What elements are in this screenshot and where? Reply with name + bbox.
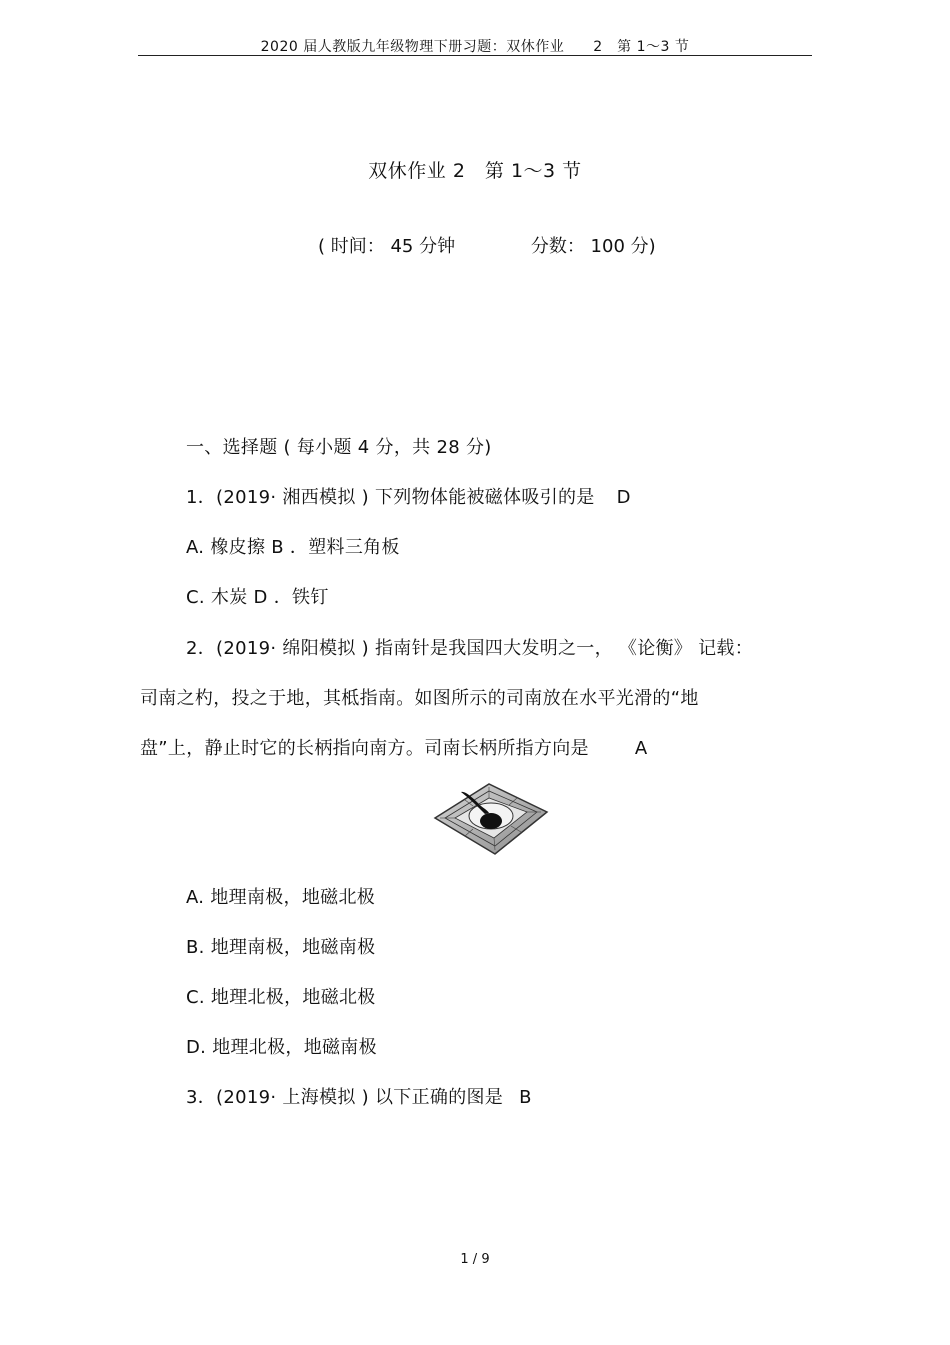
question-1-answer: D <box>616 487 631 508</box>
exam-meta <box>318 232 656 258</box>
question-1-text: 1．(2019· 湘西模拟 ) 下列物体能被磁体吸引的是 <box>186 487 595 508</box>
exam-time: ( 时间： 45 分钟 <box>318 236 456 257</box>
question-3-stem <box>186 1083 532 1109</box>
question-2-answer: A <box>634 738 648 759</box>
question-3-answer: B <box>519 1087 532 1108</box>
question-3-text: 3．(2019· 上海模拟 ) 以下正确的图是 <box>186 1087 504 1108</box>
question-2-line-2: 司南之杓，投之于地，其柢指南。如图所示的司南放在水平光滑的“地 <box>140 688 699 709</box>
question-2-line-3 <box>140 734 647 760</box>
page-number: 1 / 9 <box>460 1252 490 1267</box>
question-2-option-d: D. 地理北极，地磁南极 <box>186 1037 377 1058</box>
exam-score: 分数： 100 分) <box>530 236 656 257</box>
question-2-option-c: C. 地理北极，地磁北极 <box>186 987 376 1008</box>
question-2-text: 盘”上，静止时它的长柄指向南方。司南长柄所指方向是 <box>140 738 589 759</box>
document-title: 双休作业 2 第 1～3 节 <box>368 160 582 182</box>
question-2-option-b: B. 地理南极，地磁南极 <box>186 937 376 958</box>
sinan-compass-icon <box>425 776 553 858</box>
question-2-line-1: 2．(2019· 绵阳模拟 ) 指南针是我国四大发明之一， 《论衡》 记载： <box>186 638 754 659</box>
question-2-option-a: A. 地理南极，地磁北极 <box>186 887 376 908</box>
question-1-options-ab: A. 橡皮擦 B ．塑料三角板 <box>186 537 400 558</box>
page-header: 2020 届人教版九年级物理下册习题：双休作业 2 第 1～3 节 <box>260 39 690 55</box>
question-1-options-cd: C. 木炭 D ．铁钉 <box>186 587 329 608</box>
header-rule <box>138 55 812 56</box>
question-1-stem <box>186 483 631 509</box>
section-heading: 一、选择题 ( 每小题 4 分，共 28 分) <box>186 437 492 458</box>
